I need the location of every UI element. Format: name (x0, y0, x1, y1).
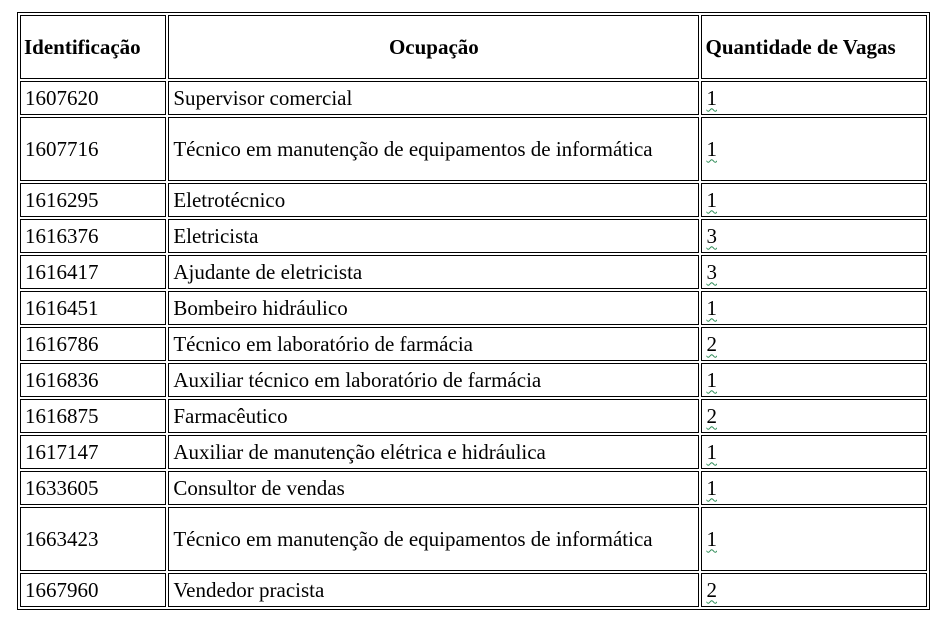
quantity-value: 1 (706, 187, 717, 212)
quantity-value: 3 (706, 259, 717, 284)
cell-identification: 1616451 (20, 291, 166, 325)
quantity-value: 3 (706, 223, 717, 248)
cell-identification: 1667960 (20, 573, 166, 607)
cell-identification: 1616417 (20, 255, 166, 289)
cell-quantity (701, 471, 927, 505)
table-row (20, 117, 927, 181)
cell-identification: 1607620 (20, 81, 166, 115)
cell-occupation: Vendedor pracista (168, 573, 699, 607)
header-quantity: Quantidade de Vagas (701, 15, 927, 79)
cell-quantity (701, 507, 927, 571)
cell-occupation: Supervisor comercial (168, 81, 699, 115)
cell-quantity (701, 327, 927, 361)
cell-occupation: Eletricista (168, 219, 699, 253)
table-row (20, 327, 927, 361)
table-header-row (20, 15, 927, 79)
quantity-value: 2 (706, 577, 717, 602)
cell-identification: 1616836 (20, 363, 166, 397)
table-row (20, 81, 927, 115)
cell-identification: 1616376 (20, 219, 166, 253)
cell-identification: 1663423 (20, 507, 166, 571)
cell-identification: 1617147 (20, 435, 166, 469)
quantity-value: 1 (706, 85, 717, 110)
cell-occupation: Bombeiro hidráulico (168, 291, 699, 325)
cell-identification: 1616875 (20, 399, 166, 433)
cell-occupation: Técnico em laboratório de farmácia (168, 327, 699, 361)
cell-identification: 1616786 (20, 327, 166, 361)
quantity-value: 1 (706, 136, 717, 161)
cell-occupation: Eletrotécnico (168, 183, 699, 217)
quantity-value: 1 (706, 526, 717, 551)
cell-occupation: Auxiliar de manutenção elétrica e hidráulica (168, 435, 699, 469)
header-identification: Identificação (20, 15, 166, 79)
table-row (20, 471, 927, 505)
cell-quantity (701, 363, 927, 397)
cell-quantity (701, 291, 927, 325)
table-row (20, 507, 927, 571)
cell-quantity (701, 81, 927, 115)
table-row (20, 435, 927, 469)
cell-occupation: Farmacêutico (168, 399, 699, 433)
header-occupation: Ocupação (168, 15, 699, 79)
cell-identification: 1633605 (20, 471, 166, 505)
quantity-value: 1 (706, 367, 717, 392)
cell-occupation: Consultor de vendas (168, 471, 699, 505)
cell-identification: 1616295 (20, 183, 166, 217)
cell-occupation: Auxiliar técnico em laboratório de farmácia (168, 363, 699, 397)
cell-occupation: Técnico em manutenção de equipamentos de informática (168, 507, 699, 571)
quantity-value: 1 (706, 475, 717, 500)
quantity-value: 1 (706, 439, 717, 464)
cell-quantity (701, 183, 927, 217)
cell-identification: 1607716 (20, 117, 166, 181)
table-row (20, 255, 927, 289)
cell-quantity (701, 399, 927, 433)
jobs-table-container (17, 12, 930, 610)
cell-quantity (701, 117, 927, 181)
quantity-value: 2 (706, 331, 717, 356)
cell-occupation: Técnico em manutenção de equipamentos de informática (168, 117, 699, 181)
quantity-value: 1 (706, 295, 717, 320)
table-row (20, 183, 927, 217)
cell-occupation: Ajudante de eletricista (168, 255, 699, 289)
jobs-table (17, 12, 930, 610)
table-body (20, 81, 927, 607)
table-row (20, 399, 927, 433)
table-row (20, 291, 927, 325)
cell-quantity (701, 255, 927, 289)
quantity-value: 2 (706, 403, 717, 428)
table-row (20, 573, 927, 607)
table-row (20, 363, 927, 397)
cell-quantity (701, 435, 927, 469)
table-row (20, 219, 927, 253)
cell-quantity (701, 573, 927, 607)
cell-quantity (701, 219, 927, 253)
